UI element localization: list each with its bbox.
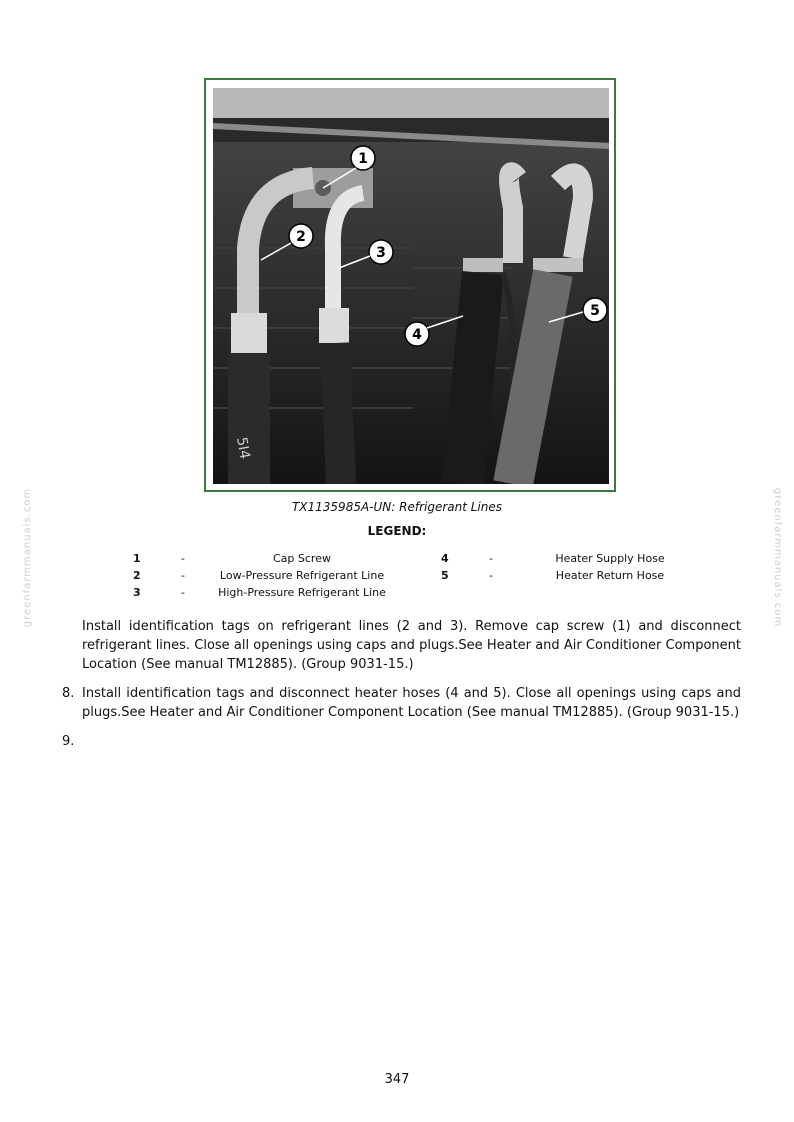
- callout-1-label: 1: [358, 151, 368, 167]
- legend-number: 5: [441, 569, 449, 582]
- legend-number: 1: [133, 552, 141, 565]
- legend-title: LEGEND:: [367, 524, 427, 538]
- page-number: 347: [384, 1072, 410, 1087]
- callout-2-label: 2: [296, 229, 306, 245]
- callout-3-label: 3: [376, 245, 386, 261]
- legend-label: Low-Pressure Refrigerant Line: [219, 569, 385, 582]
- legend-number: 2: [133, 569, 141, 582]
- legend-dash: -: [181, 586, 185, 599]
- watermark-left: greenfarmmanuals.com: [22, 487, 34, 628]
- legend-dash: -: [489, 569, 493, 582]
- watermark-right: greenfarmmanuals.com: [772, 487, 784, 628]
- step-number: 9.: [62, 734, 75, 749]
- callout-2: [289, 224, 313, 248]
- step-number: 8.: [62, 686, 75, 701]
- legend-dash: -: [181, 552, 185, 565]
- hose-marking: 5I4: [233, 435, 253, 461]
- figure-caption: TX1135985A-UN: Refrigerant Lines: [291, 500, 503, 514]
- callout-4: [405, 322, 429, 346]
- step-text: Install identification tags on refrigerant lines (2 and 3). Remove cap screw (1) and disconnect refrigerant lines. Close all openings using caps and plugs.See Heater and Air Conditioner Component Location (See manual TM12885). (Group 9031-15.): [82, 619, 741, 672]
- callout-5-label: 5: [590, 303, 600, 319]
- legend-dash: -: [489, 552, 493, 565]
- refrigerant-lines-photo: [213, 88, 609, 484]
- legend-label: Heater Supply Hose: [555, 552, 665, 565]
- legend-label: Heater Return Hose: [555, 569, 665, 582]
- callout-5: [583, 298, 607, 322]
- callout-1: [351, 146, 375, 170]
- legend-dash: -: [181, 569, 185, 582]
- step-text: Install identification tags and disconnect heater hoses (4 and 5). Close all openings using caps and plugs.See Heater and Air Conditioner Component Location (See manual TM12885). (Group 9031-15.): [82, 686, 741, 720]
- legend-label: High-Pressure Refrigerant Line: [218, 586, 386, 599]
- figure-frame: [204, 78, 616, 492]
- legend-number: 3: [133, 586, 141, 599]
- callout-4-label: 4: [412, 327, 422, 343]
- legend-label: Cap Screw: [273, 552, 331, 565]
- callout-3: [369, 240, 393, 264]
- legend-number: 4: [441, 552, 449, 565]
